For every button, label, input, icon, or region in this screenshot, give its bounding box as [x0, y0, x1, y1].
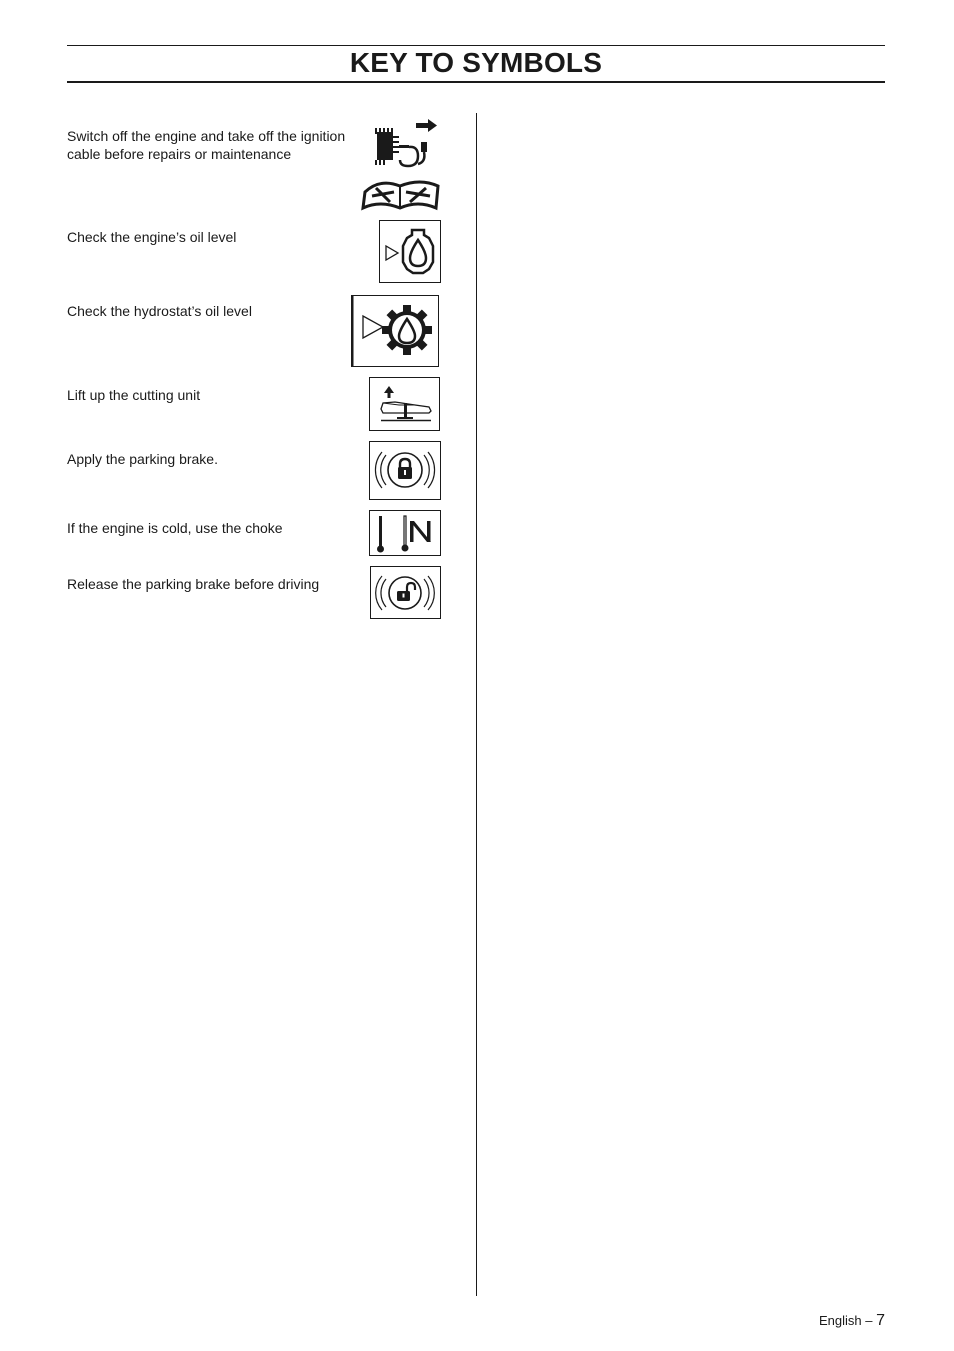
cutting-unit-lift-icon: [369, 377, 441, 431]
header-rule-bottom: [67, 81, 885, 83]
page-title: KEY TO SYMBOLS: [349, 47, 603, 78]
symbol-text-engine-oil: Check the engine’s oil level: [67, 229, 237, 245]
symbol-text-ignition: Switch off the engine and take off the ignition cable before repairs or maintenance: [67, 128, 346, 162]
choke-icon: [369, 510, 442, 557]
symbol-text-parking-brake-release: Release the parking brake before driving: [67, 576, 320, 592]
parking-brake-release-icon: [370, 566, 442, 620]
symbol-text-parking-brake: Apply the parking brake.: [67, 451, 218, 467]
footer-page-number: 7: [876, 1312, 885, 1329]
footer-dash: –: [865, 1313, 873, 1328]
engine-oil-level-icon: [379, 220, 442, 284]
column-divider: [476, 113, 477, 1296]
footer-language: English: [818, 1313, 862, 1328]
hydrostat-oil-level-icon: [351, 295, 440, 368]
ignition-cable-maintenance-icon: [360, 116, 442, 212]
symbol-text-choke: If the engine is cold, use the choke: [67, 520, 283, 536]
symbol-text-hydrostat-oil: Check the hydrostat’s oil level: [67, 303, 252, 319]
symbol-text-cutting-unit: Lift up the cutting unit: [67, 387, 201, 403]
parking-brake-lock-icon: [369, 441, 442, 501]
page-footer: [819, 1311, 885, 1331]
